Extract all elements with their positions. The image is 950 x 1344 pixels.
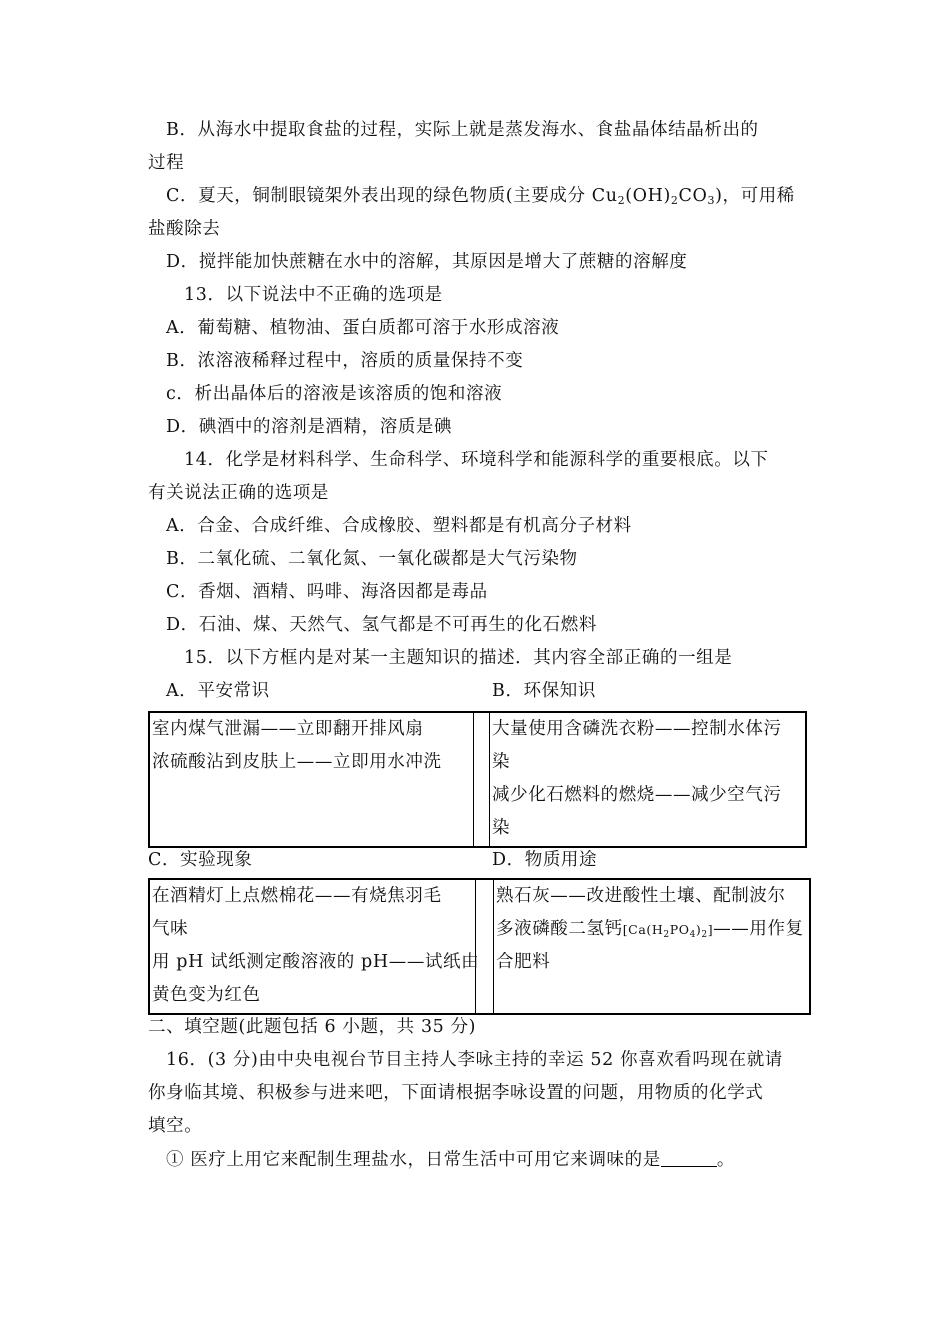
q15-box-b [489, 713, 805, 846]
q14-option-a: A．合金、合成纤维、合成橡胶、塑料都是有机高分子材料 [166, 516, 632, 536]
q14-option-b: B．二氧化硫、二氧化氮、一氧化碳都是大气污染物 [166, 549, 578, 569]
q15-d-formula: [Ca(H [622, 922, 664, 937]
q13-option-b: B．浓溶液稀释过程中，溶质的质量保持不变 [166, 351, 524, 371]
q12-c-subscript: 3 [707, 194, 716, 207]
q15-b-line: 大量使用含磷洗衣粉——控制水体污 [492, 719, 782, 739]
q16-line1: 16．(3 分)由中央电视台节目主持人李咏主持的幸运 52 你喜欢看吗现在就请 [166, 1050, 783, 1070]
q15-option-b-title: B．环保知识 [492, 681, 596, 701]
q15-b-line: 减少化石燃料的燃烧——减少空气污 [492, 785, 782, 805]
q16-line3: 填空。 [148, 1116, 203, 1136]
q13-option-a: A．葡萄糖、植物油、蛋白质都可溶于水形成溶液 [166, 318, 560, 338]
q15-box-d [493, 880, 809, 1013]
q15-c-line: 气味 [152, 919, 189, 939]
q15-d-subscript: 4 [689, 930, 696, 940]
q15-c-line: 黄色变为红色 [152, 985, 261, 1005]
q16-item1-end: 。 [716, 1150, 735, 1170]
q12-c-text-prefix: C．夏天，铜制眼镜架外表出现的绿色物质(主要成分 Cu [166, 186, 618, 206]
q15-d-text: ——用作复 [713, 919, 804, 939]
q15-d-formula: ] [707, 922, 714, 937]
q13-option-d: D．碘酒中的溶剂是酒精，溶质是碘 [166, 417, 453, 437]
q15-stem: 15．以下方框内是对某一主题知识的描述．其内容全部正确的一组是 [184, 648, 733, 668]
q12-c-text-suffix: )，可用稀 [715, 186, 795, 206]
q16-item1-text: ① 医疗上用它来配制生理盐水，日常生活中可用它来调味的是 [166, 1150, 661, 1170]
q13-option-c: c．析出晶体后的溶液是该溶质的饱和溶液 [166, 384, 503, 404]
q15-box-cd [148, 878, 811, 1015]
q15-option-c-title: C．实验现象 [148, 850, 253, 870]
q12-c-text: (OH) [625, 186, 671, 206]
q12-option-d: D．搅拌能加快蔗糖在水中的溶解，其原因是增大了蔗糖的溶解度 [166, 252, 688, 272]
q15-c-line: 在酒精灯上点燃棉花——有烧焦羽毛 [152, 886, 442, 906]
q16-line2: 你身临其境、积极参与进来吧，下面请根据李咏设置的问题，用物质的化学式 [148, 1083, 764, 1103]
q15-d-formula: PO [669, 922, 690, 937]
q14-stem-line2: 有关说法正确的选项是 [148, 483, 329, 503]
q15-a-line: 浓硫酸沾到皮肤上——立即用水冲洗 [152, 752, 442, 772]
q15-c-line: 用 pH 试纸测定酸溶液的 pH——试纸由 [152, 952, 480, 972]
q12-c-text: CO [678, 186, 708, 206]
section2-heading: 二、填空题(此题包括 6 小题，共 35 分) [148, 1017, 477, 1037]
q14-option-d: D．石油、煤、天然气、氢气都是不可再生的化石燃料 [166, 615, 597, 635]
q14-stem-line1: 14．化学是材料科学、生命科学、环境科学和能源科学的重要根底。以下 [184, 450, 769, 470]
q15-option-a-title: A．平安常识 [166, 681, 270, 701]
q12-option-b-line2: 过程 [148, 153, 185, 173]
q15-b-line: 染 [492, 752, 511, 772]
q12-option-c-line1 [166, 184, 795, 213]
q15-d-subscript: 2 [701, 930, 708, 940]
q15-d-line1: 熟石灰——改进酸性土壤、配制波尔 [496, 886, 786, 906]
q14-option-c: C．香烟、酒精、吗啡、海洛因都是毒品 [166, 582, 488, 602]
q15-d-text: 多液磷酸二氢钙 [496, 919, 623, 939]
q15-option-d-title: D．物质用途 [492, 850, 598, 870]
q15-box-c [150, 880, 480, 1013]
q15-box-ab [148, 711, 807, 848]
q12-option-b-line1: B．从海水中提取食盐的过程，实际上就是蒸发海水、食盐晶体结晶析出的 [166, 120, 759, 140]
q15-b-line: 染 [492, 818, 511, 838]
q15-d-formula: ) [695, 922, 702, 937]
q12-c-subscript: 2 [670, 194, 679, 207]
answer-blank[interactable] [661, 1148, 717, 1167]
q16-item1 [166, 1148, 735, 1172]
q12-c-subscript: 2 [617, 194, 626, 207]
q15-a-line: 室内煤气泄漏——立即翻开排风扇 [152, 719, 424, 739]
q15-d-line3: 合肥料 [496, 952, 551, 972]
q13-stem: 13．以下说法中不正确的选项是 [184, 285, 443, 305]
q15-d-subscript: 2 [663, 930, 670, 940]
q15-box-a [150, 713, 474, 846]
q12-option-c-line2: 盐酸除去 [148, 219, 221, 239]
